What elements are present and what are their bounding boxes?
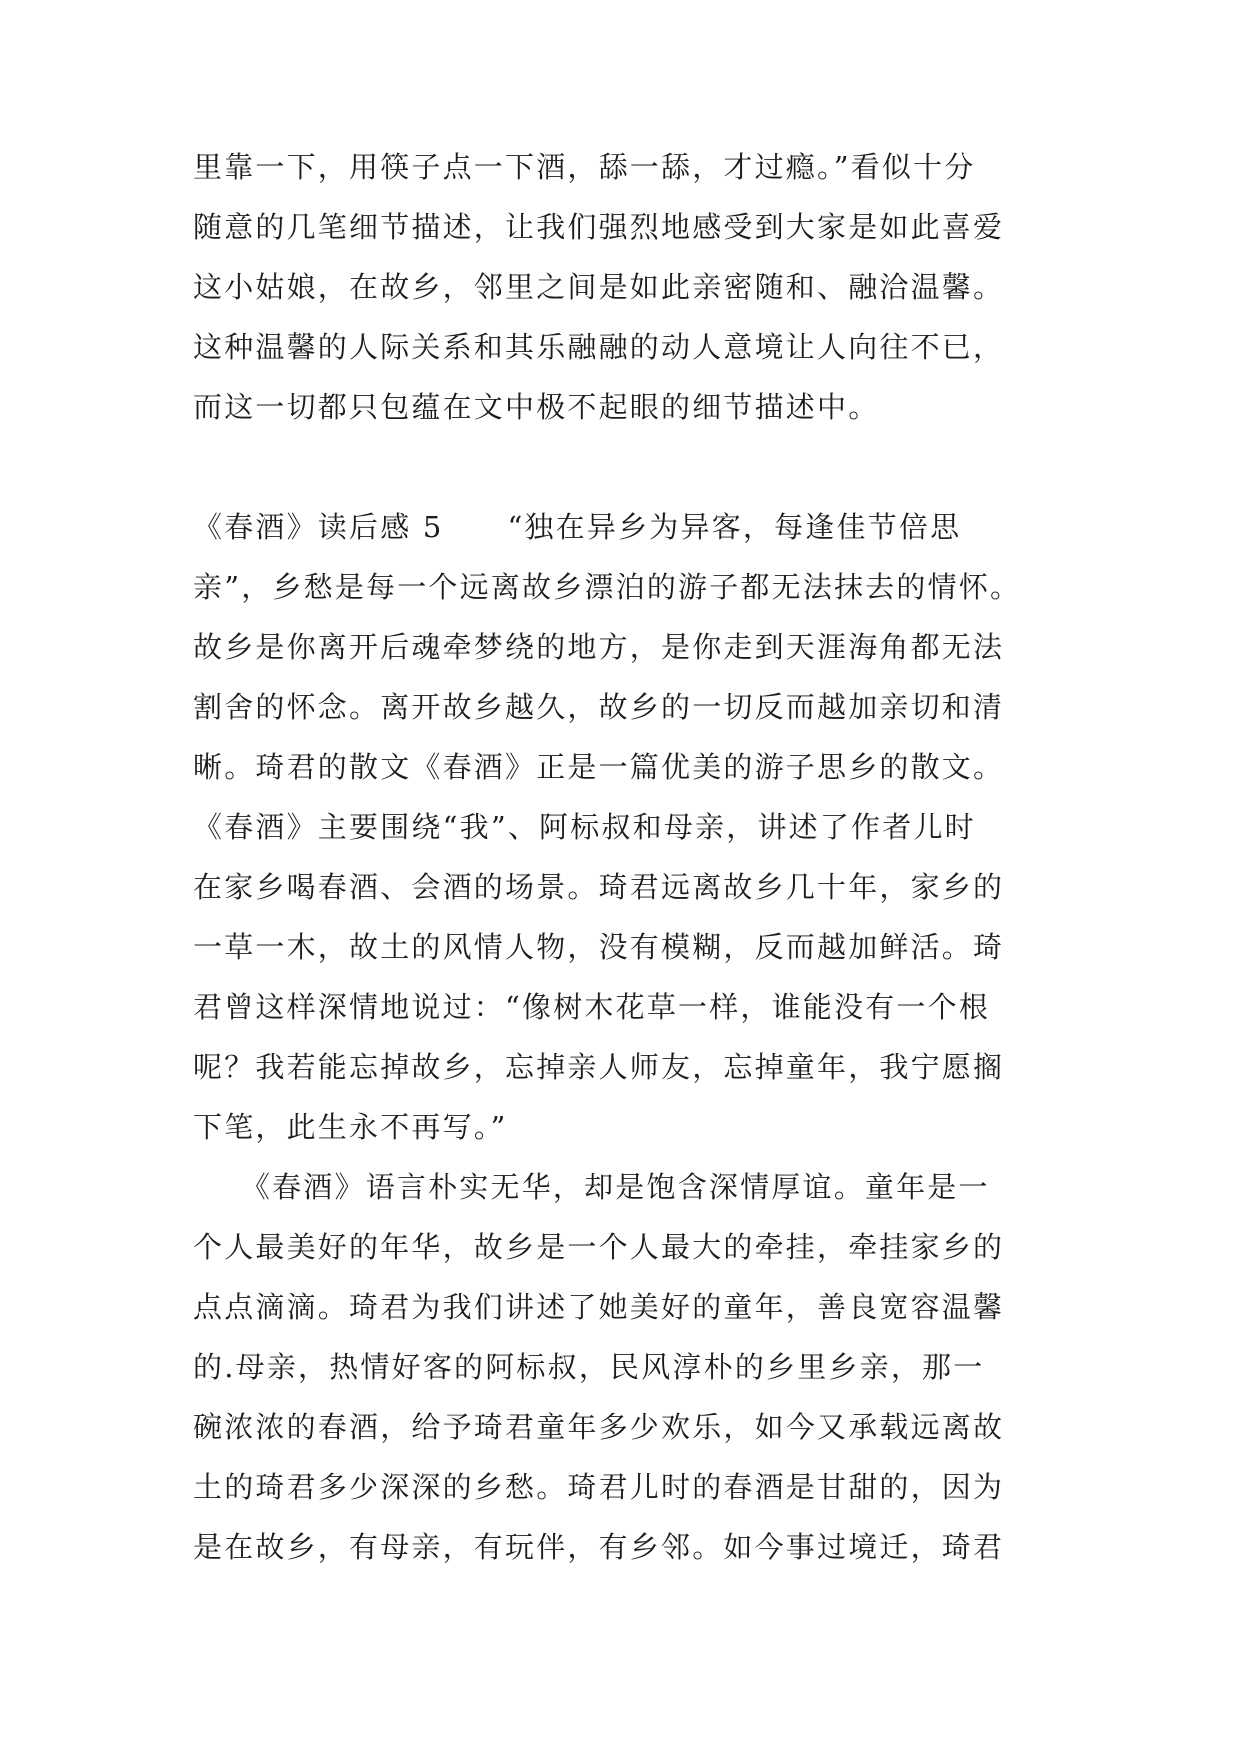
text-line: 下笔，此生永不再写。”: [193, 1110, 508, 1144]
text-line: 是在故乡，有母亲，有玩伴，有乡邻。如今事过境迁，琦君: [193, 1530, 1005, 1564]
text-line: 的.母亲，热情好客的阿标叔，民风淳朴的乡里乡亲，那一: [193, 1350, 985, 1384]
text-line: 点点滴滴。琦君为我们讲述了她美好的童年，善良宽容温馨: [193, 1290, 1005, 1324]
text-line: 故乡是你离开后魂牵梦绕的地方，是你走到天涯海角都无法: [193, 630, 1005, 664]
text-line: 在家乡喝春酒、会酒的场景。琦君远离故乡几十年，家乡的: [193, 870, 1005, 904]
text-line: 割舍的怀念。离开故乡越久，故乡的一切反而越加亲切和清: [193, 690, 1005, 724]
text-line: 君曾这样深情地说过：“像树木花草一样，谁能没有一个根: [193, 990, 991, 1024]
text-line: 而这一切都只包蕴在文中极不起眼的细节描述中。: [193, 390, 880, 424]
text-line: 亲”，乡愁是每一个远离故乡漂泊的游子都无法抹去的情怀。: [193, 570, 1022, 604]
text-line: “独在异乡为异客，每逢佳节倍思: [507, 510, 962, 544]
text-line: 碗浓浓的春酒，给予琦君童年多少欢乐，如今又承载远离故: [193, 1410, 1005, 1444]
text-line: 《春酒》主要围绕“我”、阿标叔和母亲，讲述了作者儿时: [193, 810, 976, 844]
text-line: 《春酒》语言朴实无华，却是饱含深情厚谊。童年是一: [193, 1170, 990, 1204]
section-title: 《春酒》读后感 5: [193, 510, 444, 544]
text-line: 个人最美好的年华，故乡是一个人最大的牵挂，牵挂家乡的: [193, 1230, 1005, 1264]
text-line: 一草一木，故土的风情人物，没有模糊，反而越加鲜活。琦: [193, 930, 1005, 964]
text-line: 呢？我若能忘掉故乡，忘掉亲人师友，忘掉童年，我宁愿搁: [193, 1050, 1005, 1084]
text-line: 这种温馨的人际关系和其乐融融的动人意境让人向往不已，: [193, 330, 1005, 364]
text-line: 里靠一下，用筷子点一下酒，舔一舔，才过瘾。”看似十分: [193, 150, 976, 184]
text-line: 晰。琦君的散文《春酒》正是一篇优美的游子思乡的散文。: [193, 750, 1005, 784]
text-line: 土的琦君多少深深的乡愁。琦君儿时的春酒是甘甜的，因为: [193, 1470, 1005, 1504]
text-line: 随意的几笔细节描述，让我们强烈地感受到大家是如此喜爱: [193, 210, 1005, 244]
section-heading-line: [193, 497, 961, 557]
text-line: 这小姑娘，在故乡，邻里之间是如此亲密随和、融洽温馨。: [193, 270, 1005, 304]
